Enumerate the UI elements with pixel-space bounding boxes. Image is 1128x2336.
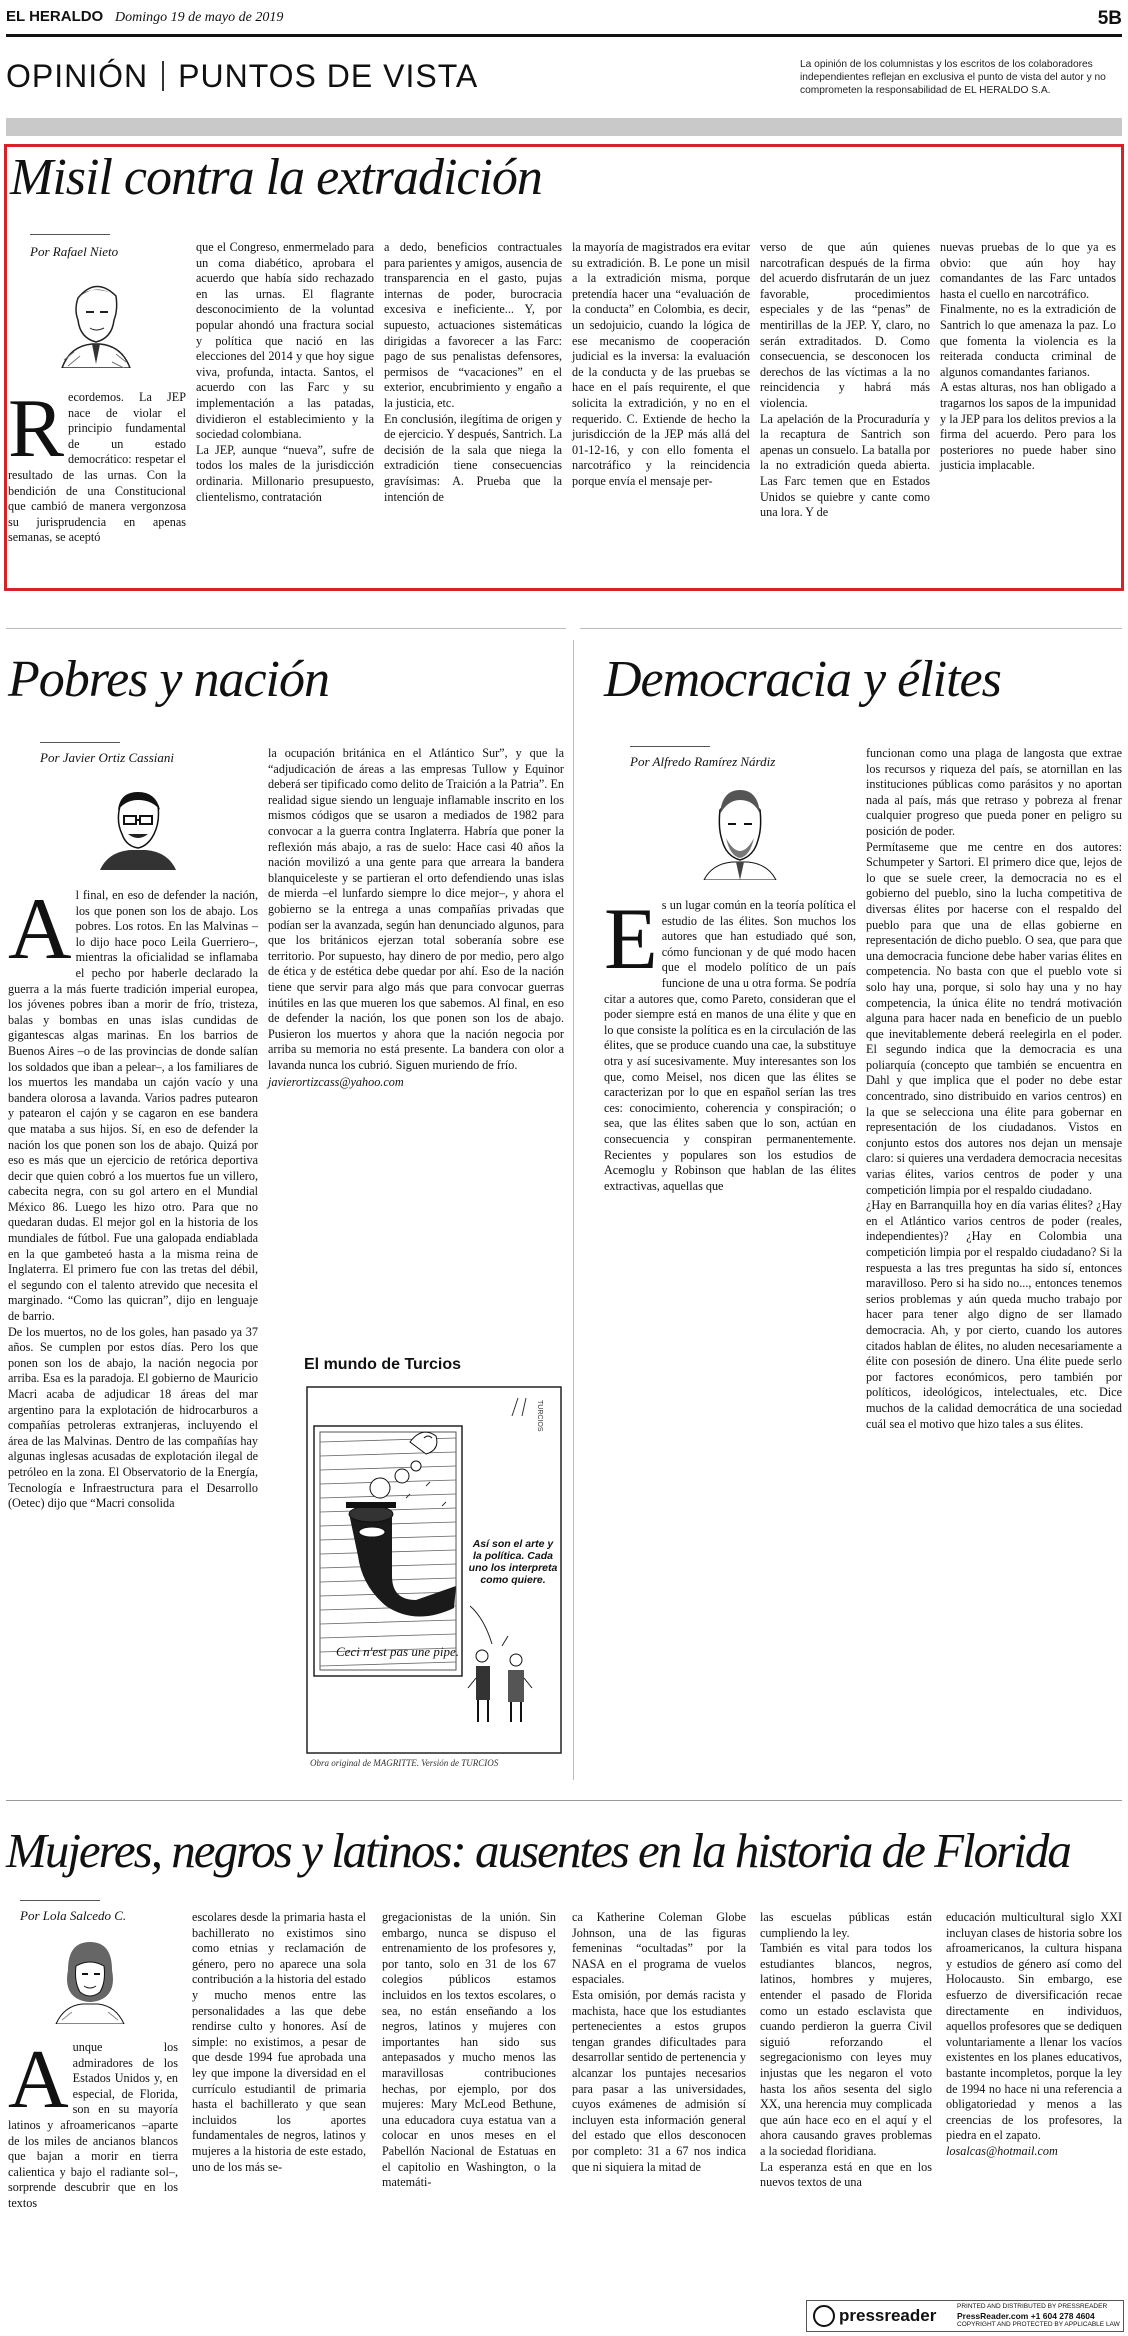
divider [580,628,1122,629]
article1-text-1: ecordemos. La JEP nace de violar el principio fundamental de un estado democrático: respetar el resultado de las urnas. Con la bendición de una Constitucional que cambió de manera vergonzosa su jurisprudencia en apenas semanas, se aceptó [8,390,186,545]
article2-col2 [268,746,564,1091]
article1-col6: nuevas pruebas de lo que ya es obvio: que aún hoy hay comandantes de las Farc untados hasta el cuello en narcotráfico. Finalmente, no es la extradición de Santrich lo que amenaza la paz. Lo que fomenta la violencia es la reiterada conducta criminal de algunos comandantes farianos. A estas alturas, nos han obligado a tragarnos los sapos de la impunidad y la JEP para los delitos previos a la firma del acuerdo. Pero para los posteriores no puede haber sino justicia implacable. [940,240,1116,473]
pressreader-icon [813,2305,835,2327]
article1-col1 [8,382,186,546]
footer-line1: PRINTED AND DISTRIBUTED BY PRESSREADER [957,2303,1108,2310]
pressreader-notice [957,2303,1120,2329]
section-opinion: OPINIÓN [6,58,149,94]
section-puntos: PUNTOS DE VISTA [178,58,479,94]
footer-line2: PressReader.com +1 604 278 4604 [957,2311,1095,2321]
article4-col5: las escuelas públicas están cumpliendo la ley. También es vital para todos los estudiantes blancos, negros, latinos, hombres y mujeres, entender el pasado de Florida como un estado esclavista que cuando perdieron la guerra Civil siguió reforzando el segregacionismo con leyes muy injustas que les negaron el voto hasta los años sesenta del siglo XX, una herencia muy complicada que aún hace eco en el aquí y el ahora causando graves problemas a la sociedad floridiana. La esperanza está en que en los nuevos textos de una [760,1910,932,2190]
article3-text-1: s un lugar común en la teoría política el estudio de las élites. Son muchos los autores que han estudiado qué son, cómo funcionan y de qué modo hacen que el modelo político de un país funcione de una u otra forma. Se podría citar a autores que, como Pareto, consideran que el poder siempre está en manos de una élite y que en lo que consiste la política es en la circulación de las élites, que se produce cuando una cae, la substituye otra y así sucesivamente. Muy interesantes son los que, como Meisel, nos dicen que las élites se caracterizan por lo que en español serían las tres ces: conocimiento, coherencia y conspiración; o sea, que las élites saben que lo son, actúan en consecuencia y conspiran permanentemente. Recientes y populares son los estudios de Acemoglu y Robinson que hablan de las élites extractivas, aquellas que [604,898,856,1193]
author-portrait [96,778,180,870]
article4-col4: ca Katherine Coleman Globe Johnson, una de las figuras femeninas “ocultadas” por la NASA en el programa de vuelos espaciales. Esta omisión, por demás racista y machista, hace que los estudiantes pertenecientes a estos grupos tengan grandes dificultades para desarrollar sentido de pertenencia y alcanzar los puntajes necesarios para pasar a las universidades, cuyos exámenes de admisión sí incluyen esta información general del estado que ellos desconocen por completo: 31 a 67 nos indica que ni siquiera la mitad de [572,1910,746,2174]
article2-text-1: l final, en eso de defender la nación, los que ponen son los de abajo. Los pobres. Los rotos. En las Malvinas –lo dijo hace poco Leila Guerriero–, mientras la oficialidad se inflamaba el pecho por haberle declarado la guerra a la más fuerte tradición imperial europea, los jóvenes pobres iban a morir de frío, tristeza, balas y bombas en unas islas cundidas de gigantescas algas marinas. En los barrios de Buenos Aires –o de las provincias de donde salían los soldados que iban a pelear–, a los familiares de los muertos les mandaba un cajón vacío y una bandera olorosa a lavanda. Varios padres putearon y patearon el cajón y se cagaron en ese bandera que mataba a sus hijos. Sí, en eso de defender la nación los que ponen son los de abajo. Quizá por eso es más que un ejercicio de retórica deportiva decir que quien cobró a los muertos fue un villero, cabecita negra, con su gol artero en el Mundial México 86. Luego les hizo otro. Para que no quedaran dudas. El mejor gol en la historia de los mundiales de fútbol. Fue una galopada endiablada en la que gambeteó hasta a la misma reina de Inglaterra. El primero fue con las tretas del débil, el segundo con el talento atrevido que necesita el marginado. “Como las quicran”, dijo en lenguaje de barrio. De los muertos, no de los goles, han pasado ya 37 años. Se cumplen por estos días. Pero los que ponen son los de abajo, la nación negocia por arriba. Esa es la paradoja. El gobierno de Mauricio Macri acaba de adjudicar 18 áreas del mar argentino para la explotación de hidrocarburos a compañías petroleras extranjeras, incluyendo el área de las Malvinas. Dentro de las compañías hay algunas inglesas acusadas de explotación ilegal de petróleo en la zona. El Observatorio de la Energía, Tecnología e Infraestructura para el Desarrollo (Oetec) dijo que “Macri consolida [8,888,258,1511]
newspaper-name: EL HERALDO [6,8,104,25]
article2-email[interactable]: javierortizcass@yahoo.com [268,1075,404,1090]
article2-byline: Por Javier Ortiz Cassiani [40,750,174,765]
page-number: 5B [1097,8,1122,29]
issue-date: Domingo 19 de mayo de 2019 [114,10,284,25]
article3-dropcap: E [604,891,658,988]
portrait-sketch [96,778,180,870]
article3-col1 [604,891,856,1194]
divider [6,628,566,629]
column-divider [573,640,574,1780]
article2-title: Pobres y nación [8,651,329,708]
article4-byline: Por Lola Salcedo C. [20,1908,127,1923]
article1-col5: verso de que aún quienes narcotrafican después de la firma del acuerdo disfrutarán de un juez favorable, procedimientos especiales y de las “penas” de mentirillas de la JEP. Y, claro, no serán extraditados. D. Como consecuencia, se desconocen los derechos de las víctimas a la no reincidencia y habrá más violencia. La apelación de la Procuraduría y la recaptura de Santrich son apenas un consuelo. La batalla por la no extradición queda abierta. Las Farc temen que en Estados Unidos se quiebre y cante como una lora. Y de [760,240,930,520]
section-header [6,58,478,95]
article3-byline: Por Alfredo Ramírez Nárdiz [630,754,776,769]
article4-title: Mujeres, negros y latinos: ausentes en la historia de Florida [6,1823,1070,1878]
byline-rule [20,1900,100,1901]
byline-rule [40,742,120,743]
article1-title: Misil contra la extradición [10,149,542,206]
article2-text-2: la ocupación británica en el Atlántico Sur”, y que la “adjudicación de áreas a las empresas Tullow y Equinor deberá ser tipificado como delito de Traición a la Patria”. En realidad sigue siendo un lenguaje inflamable inscrito en los mismos códigos que se usaron a mediados de 1982 para convocar a la guerra contra Inglaterra. Habría que poner la reflexión más abajo, a ras de suelo: Hace casi 40 años la nación movilizó a una gente para que arreara la bandera blanquiceleste y se partieran el orto defendiendo unas islas de mierda –el lunfardo siempre lo dice mejor–, y ahora el gobierno se la entrega a unas compañías privadas que podían ser la avanzada, según han denunciado algunos, para que los británicos ejerzan total soberanía sobre ese territorio. Por supuesto, hay dinero de por medio, pero algo de ética y de estética debe quedar por ahí. Eso de la nación tiene que servir para algo más que para convocar guerras inútiles en las que mueren los que sabemos. Al final, en eso de defender la nación, los que ponen son los de abajo. Pusieron los muertos y ahora que la nación negocia por arriba su memoria no está presente. La bandera con olor a lavanda nunca los cubrió. Siguen muriendo de frío. [268,746,564,1072]
article1-col3: a dedo, beneficios contractuales para parientes y amigos, ausencia de transparencia en el gasto, pujas internas de poder, burocracia excesiva e ineficiente... Y, por supuesto, actuaciones sistemáticas dirigidas a favorecer a las Farc: pago de sus penalistas defensores, permisos de “vacaciones” en el exterior, encubrimiento y engaño a la justicia, etc. En conclusión, ilegítima de origen y de ejercicio. Y después, Santrich. La decisión de la sala que niega la extradición tiene consecuencias gravísimas: A. Prueba que la intención de [384,240,562,504]
cartoon-frame [306,1386,562,1754]
masthead-strip [6,8,1122,30]
article4-text-6: educación multicultural siglo XXI incluyan clases de historia sobre los afroamericanos, la cultura hispana y estudios de género así como del Holocausto. Sin embargo, ese esfuerzo de diversificación recae directamente en individuos, aquellos profesores que se dediquen voluntariamente a llenar los vacíos existentes en los planes educativos, bastante incompletos, porque la ley de 1994 no hace ni una referencia a obligatoriedad y menos a las creencias de los profesores, la piedra en el zapato. [946,1910,1122,2143]
author-portrait [52,1934,128,2024]
author-portrait [700,780,780,880]
divider [6,1800,1122,1801]
article4-col6 [946,1910,1122,2160]
pressreader-footer[interactable] [806,2300,1124,2332]
byline-rule [630,746,710,747]
portrait-sketch [700,780,780,880]
article2-dropcap: A [8,881,72,978]
article4-col1 [8,2033,178,2212]
top-rule [6,34,1122,37]
article2-col1 [8,881,258,1512]
pressreader-brand: pressreader [839,2306,937,2325]
article4-email[interactable]: losalcas@hotmail.com [946,2143,1058,2158]
article4-text-1: unque los admiradores de los Estados Unidos y, en especial, de Florida, son en su mayoría latinos y afroamericanos –aparte de los miles de ancianos blancos que bajan a morir en tierra calientica y bajo el radiante sol–, sorprende descubrir que en los textos [8,2040,178,2210]
footer-line3: COPYRIGHT AND PROTECTED BY APPLICABLE LAW [957,2321,1120,2328]
article3-title: Democracia y élites [604,651,1001,708]
byline-rule [30,234,110,235]
article1-col4: la mayoría de magistrados era evitar su extradición. B. Le pone un misil a la extradición misma, porque pretendía hacer una “evaluación de la conducta” en Colombia, es decir, un sedojuicio, cuando la lógica de ese mecanismo de cooperación judicial es la inversa: la evaluación de la conducta y de las pruebas se hace en el país requirente, el que solicita la extradición, y no en el requerido. C. Extiende de hecho la jurisdicción de la JEP más allá del 01-12-16, y con ello fomenta el narcotráfico y la reincidencia porque envía el mensaje per- [572,240,750,488]
cartoon-credit: Obra original de MAGRITTE. Versión de TURCIOS [310,1758,499,1768]
cartoon-title: El mundo de Turcios [304,1356,462,1373]
article4-dropcap: A [8,2033,69,2126]
article1-byline: Por Rafael Nieto [30,244,119,259]
cartoon-speech: Así son el arte y la política. Cada uno los interpreta como quiere. [468,1538,558,1586]
cartoon-pipe-caption: Ceci n'est pas une pipe. [336,1644,460,1659]
disclaimer: La opinión de los columnistas y los escritos de los colaboradores independientes reflejan en exclusiva el punto de vista del autor y no comprometen la responsabilidad de EL HERALDO S.A. [800,59,1106,96]
portrait-sketch [52,1934,128,2024]
article4-col2: escolares desde la primaria hasta el bachillerato no existimos sino como etnias y reclamación de género, pero no aparece una sola contribución a la historia del estado y mucho menos entre las personalidades a las que debe rendirse culto y honores. Así de simple: no existimos, a pesar de que desde 1994 fue aprobada una ley que impone la diversidad en el currículo estudiantil de primaria hasta el bachillerato y que sean incluidos los aportes fundamentales de negros, latinos y mujeres a la historia de este estado, uno de los más se- [192,1910,366,2174]
article3-col2: funcionan como una plaga de langosta que extrae los recursos y riqueza del país, se atornillan en las instituciones públicas como parásitos y no aportan nada al país, más que retraso y pobreza al frenar cualquier progreso que pueda poner en peligro su posición de poder. Permítaseme que me centre en dos autores: Schumpeter y Sartori. El primero dice que, lejos de lo que se suele creer, la democracia no es el gobierno del pueblo, sino la lucha competitiva de diversas élites por hacerse con el respaldo del pueblo para que una de ellas gobierne en representación de dicho pueblo. O sea, que para que una democracia funcione debe haber varias élites en competencia. No basta con que el pueblo vote si solo hay una, porque, si solo hay una y no hay competencia, la única élite no tendrá motivación alguna para hacer nada en beneficio de un pueblo que inevitablemente deberá reelegirla en el poder. El segundo indica que la democracia es una poliarquía (concepto que también se encuentra en Dahl y que implica que el poder no debe estar concentrado, sino distribuido en varios centros) en la que se selecciona una élite para gobernar en representación de los ciudadanos. Vistos en conjunto estos dos autores nos dejan un mensaje claro: si quieres una verdadera democracia necesitas varias élites, varios centros de poder y una competición limpia por el respaldo ciudadano. ¿Hay en Barranquilla hoy en día varias élites? ¿Hay en el Atlántico varios centros de poder (reales, independientes)? ¿Hay en Colombia una competición limpia por el respaldo ciudadano? Si la respuesta a las tres preguntas ha sido sí, entonces maravilloso. Pero si ha sido no..., entonces tenemos serios problemas y aún queda mucho trabajo por hacer para tener algo digno de ser llamado democracia. Ah, y por cierto, cuando los autores citados hablan de élites, no aluden necesariamente a élite con posesión de dinero. Una élite puede serlo por factores económicos, pero también por políticos, ideológicos, intelectuales, etc. Dice muchos de la calidad democrática de una sociedad cuál sea el motivo que hizo tales a sus élites. [866,746,1122,1431]
article4-col3: gregacionistas de la unión. Sin embargo, nunca se dispuso el entrenamiento de los profesores y, por tanto, solo en 31 de los 67 colegios públicos estamos incluidos en los textos escolares, o sea, no están enseñando a los negros, latinos y mujeres con importantes han sido sus antepasados y mucho menos las maravillosas contribuciones hechas, por ejemplo, por dos mujeres: Mary McLeod Bethune, una educadora cuya estatua van a colocar en unos meses en el Pabellón Nacional de Estatuas en el capitolio en Washington, o la matemáti- [382,1910,556,2190]
author-portrait [56,268,136,368]
cartoon-signature: TURCIOS [536,1400,543,1432]
article1-dropcap: R [8,382,65,475]
article1-col2: que el Congreso, enmermelado para un coma diabético, aprobara el acuerdo que había sido rechazado en las urnas. El flagrante desconocimiento de la voluntad popular ahondó una fractura social y política que nació en las elecciones del 2014 y que hoy sigue viva, profunda, intacta. Santos, el acuerdo con las Farc y su implementación a las patadas, dividieron el establecimiento y la sociedad colombiana. La JEP, aunque “nueva”, sufre de todos los males de la jurisdicción ordinaria. Millonario presupuesto, clientelismo, contratación [196,240,374,504]
section-separator [162,61,164,91]
portrait-sketch [56,268,136,368]
grey-band [6,118,1122,136]
